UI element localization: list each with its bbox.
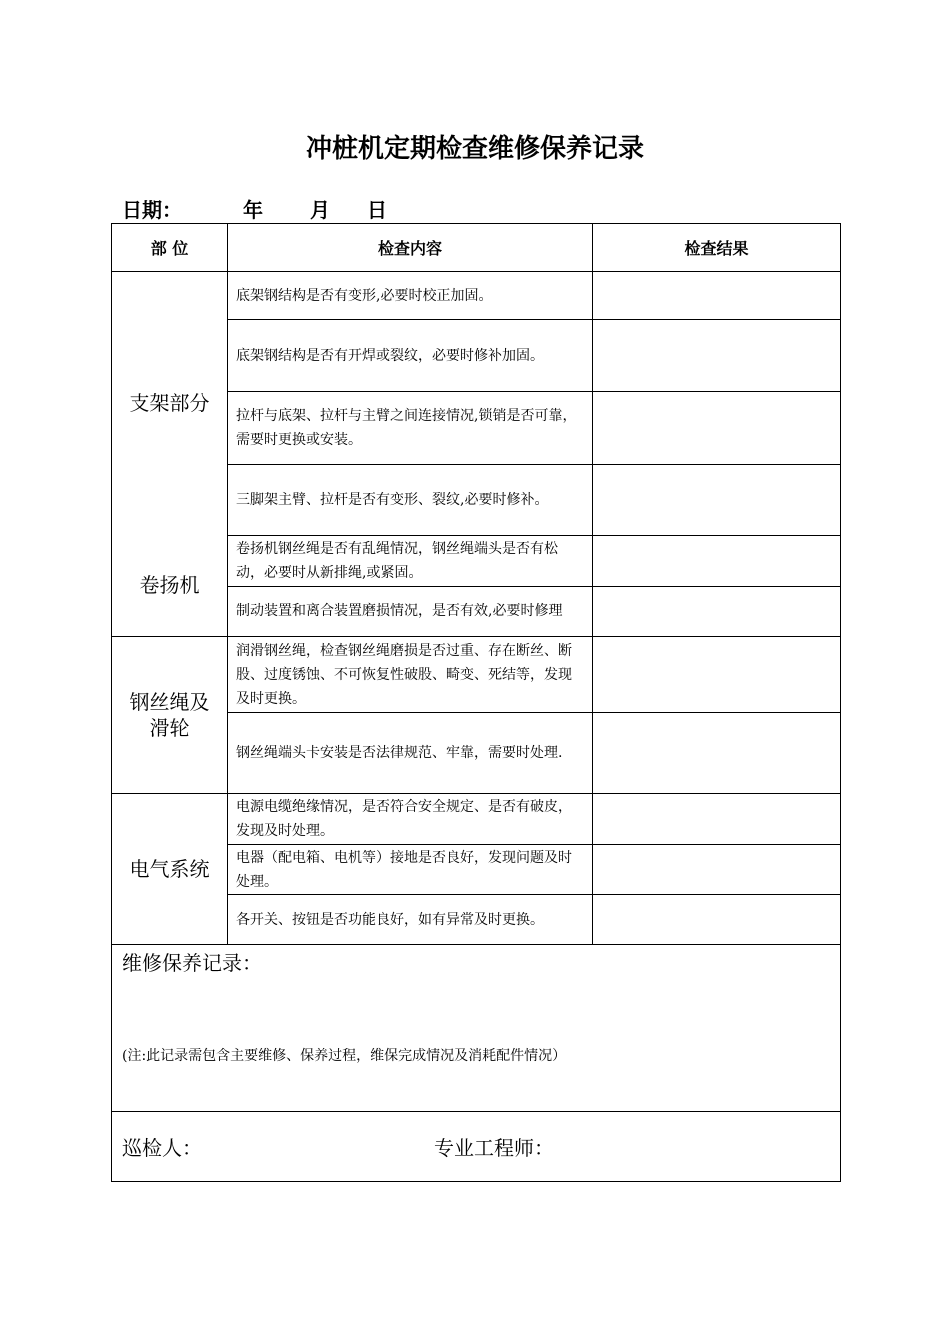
header-part: 部 位	[112, 224, 228, 272]
inspection-table	[111, 223, 841, 1182]
signature-row	[112, 1112, 841, 1182]
part-electric-cell	[112, 794, 228, 945]
check-result-cell[interactable]	[593, 586, 841, 636]
check-content: 各开关、按钮是否功能良好，如有异常及时更换。	[228, 895, 593, 945]
part-rope-line1: 钢丝绳及	[129, 690, 210, 714]
check-result-cell[interactable]	[593, 392, 841, 464]
check-content: 电源电缆绝缘情况，是否符合安全规定、是否有破皮，发现及时处理。	[228, 794, 593, 845]
header-result: 检查结果	[593, 224, 841, 272]
check-content: 三脚架主臂、拉杆是否有变形、裂纹,必要时修补。	[228, 464, 593, 535]
check-content: 底架钢结构是否有开焊或裂纹，必要时修补加固。	[228, 320, 593, 392]
check-result-cell[interactable]	[593, 535, 841, 586]
table-row	[112, 272, 841, 320]
table-header-row	[112, 224, 841, 272]
check-result-cell[interactable]	[593, 272, 841, 320]
check-content: 卷扬机钢丝绳是否有乱绳情况，钢丝绳端头是否有松动，必要时从新排绳,或紧固。	[228, 535, 593, 586]
date-month-label: 月	[310, 198, 330, 222]
date-label: 日期：	[122, 198, 182, 222]
table-row	[112, 794, 841, 845]
record-label: 维修保养记录：	[122, 951, 262, 975]
header-content: 检查内容	[228, 224, 593, 272]
check-result-cell[interactable]	[593, 464, 841, 535]
date-year-label: 年	[243, 198, 263, 222]
check-result-cell[interactable]	[593, 845, 841, 895]
engineer-label: 专业工程师：	[434, 1136, 554, 1160]
check-content: 拉杆与底架、拉杆与主臂之间连接情况,锁销是否可靠，需要时更换或安装。	[228, 392, 593, 464]
signature-cell[interactable]	[112, 1112, 841, 1182]
check-content: 制动装置和离合装置磨损情况，是否有效,必要时修理	[228, 586, 593, 636]
check-result-cell[interactable]	[593, 637, 841, 713]
check-content: 钢丝绳端头卡安装是否法律规范、牢靠，需要时处理.	[228, 713, 593, 794]
check-result-cell[interactable]	[593, 895, 841, 945]
inspector-label: 巡检人：	[122, 1136, 202, 1160]
record-row	[112, 945, 841, 1112]
part-winch: 卷扬机	[139, 573, 200, 597]
part-rope-cell	[112, 637, 228, 794]
check-result-cell[interactable]	[593, 794, 841, 845]
record-note: (注:此记录需包含主要维修、保养过程，维保完成情况及消耗配件情况）	[122, 1048, 567, 1064]
check-content: 底架钢结构是否有变形,必要时校正加固。	[228, 272, 593, 320]
check-content: 电器（配电箱、电机等）接地是否良好，发现问题及时处理。	[228, 845, 593, 895]
check-content: 润滑钢丝绳，检查钢丝绳磨损是否过重、存在断丝、断股、过度锈蚀、不可恢复性破股、畸变、死结等，发现及时更换。	[228, 637, 593, 713]
record-cell[interactable]	[112, 945, 841, 1112]
part-support-winch-cell	[112, 272, 228, 637]
date-day-label: 日	[367, 198, 387, 222]
table-row	[112, 637, 841, 713]
part-rope-line2: 滑轮	[149, 716, 190, 740]
check-result-cell[interactable]	[593, 713, 841, 794]
part-support: 支架部分	[129, 391, 210, 415]
check-result-cell[interactable]	[593, 320, 841, 392]
part-electric: 电气系统	[129, 857, 210, 881]
page-title: 冲桩机定期检查维修保养记录	[305, 134, 644, 164]
